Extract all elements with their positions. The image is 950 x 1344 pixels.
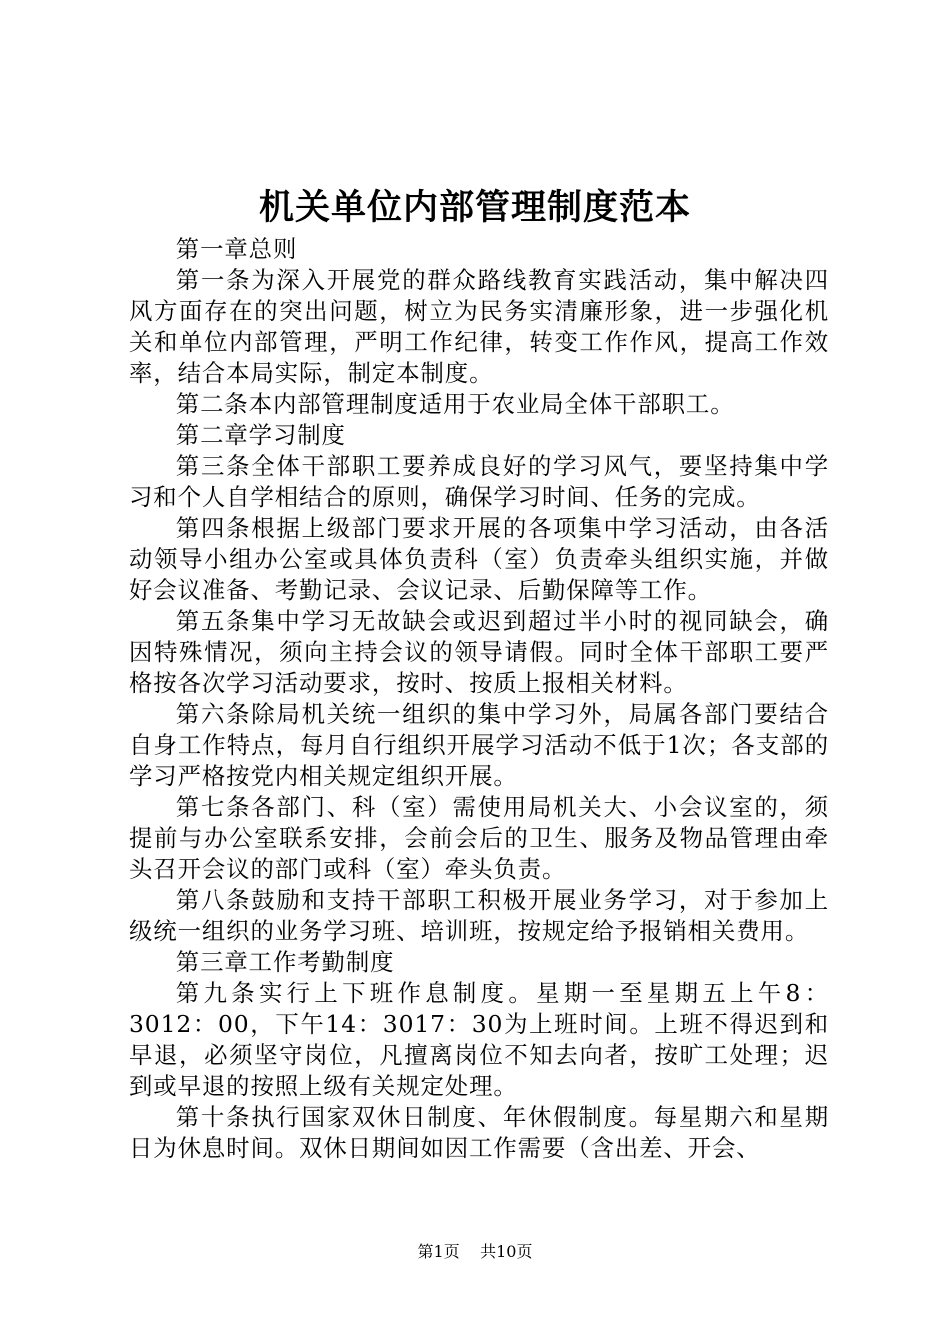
article-paragraph: 第四条根据上级部门要求开展的各项集中学习活动，由各活动领导小组办公室或具体负责科（室）负责牵头组织实施，并做好会议准备、考勤记录、会议记录、后勤保障等工作。 <box>129 514 829 604</box>
article-paragraph: 第八条鼓励和支持干部职工积极开展业务学习，对于参加上级统一组织的业务学习班、培训班，按规定给予报销相关费用。 <box>129 886 829 945</box>
article-paragraph: 第十条执行国家双休日制度、年休假制度。每星期六和星期日为休息时间。双休日期间如因工作需要（含出差、开会、 <box>129 1103 829 1162</box>
article-paragraph: 第九条实行上下班作息制度。星期一至星期五上午8：3012：00，下午14：3017：30为上班时间。上班不得迟到和早退，必须坚守岗位，凡擅离岗位不知去向者，按旷工处理；迟到或早退的按照上级有关规定处理。 <box>129 979 829 1100</box>
article-paragraph: 第五条集中学习无故缺会或迟到超过半小时的视同缺会，确因特殊情况，须向主持会议的领导请假。同时全体干部职工要严格按各次学习活动要求，按时、按质上报相关材料。 <box>129 607 829 697</box>
page-total: 共10页 <box>480 1242 533 1261</box>
chapter-heading: 第三章工作考勤制度 <box>175 948 395 976</box>
document-body <box>129 234 829 1164</box>
page-number: 第1页 <box>417 1242 460 1261</box>
article-paragraph: 第一条为深入开展党的群众路线教育实践活动，集中解决四风方面存在的突出问题，树立为民务实清廉形象，进一步强化机关和单位内部管理，严明工作纪律，转变工作作风，提高工作效率，结合本局实际，制定本制度。 <box>129 266 829 387</box>
footer-gap <box>465 1242 475 1261</box>
article-paragraph: 第七条各部门、科（室）需使用局机关大、小会议室的，须提前与办公室联系安排，会前会后的卫生、服务及物品管理由牵头召开会议的部门或科（室）牵头负责。 <box>129 793 829 883</box>
chapter-heading: 第二章学习制度 <box>175 421 346 449</box>
page-footer <box>0 1242 950 1262</box>
document-title: 机关单位内部管理制度范本 <box>258 187 691 228</box>
article-paragraph: 第三条全体干部职工要养成良好的学习风气，要坚持集中学习和个人自学相结合的原则，确保学习时间、任务的完成。 <box>129 452 829 511</box>
chapter-heading: 第一章总则 <box>175 235 298 263</box>
article-paragraph: 第二条本内部管理制度适用于农业局全体干部职工。 <box>175 390 735 418</box>
article-paragraph: 第六条除局机关统一组织的集中学习外，局属各部门要结合自身工作特点，每月自行组织开展学习活动不低于1次；各支部的学习严格按党内相关规定组织开展。 <box>129 700 829 790</box>
